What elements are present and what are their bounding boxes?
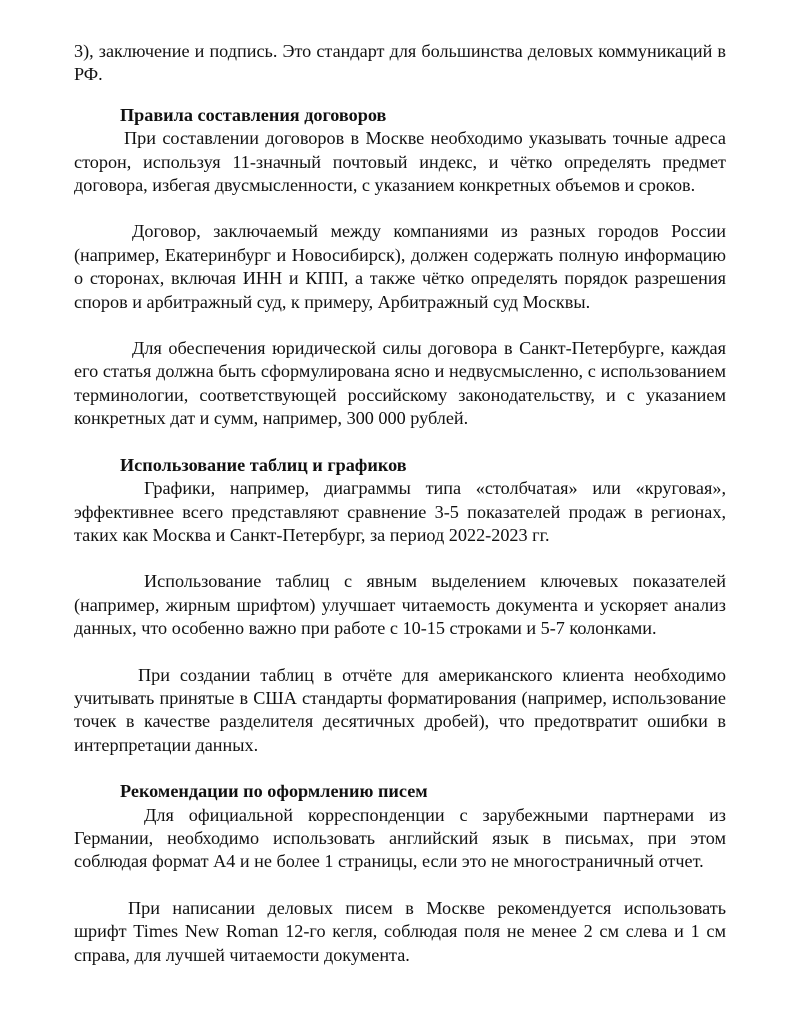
paragraph-tables-highlight: Использование таблиц с явным выделением ключевых показателей (например, жирным шрифтом) улучшает читаемость документа и ускоряет анализ данных, что особенно важно при работе с 10-15 строками и 5-7 колонками. xyxy=(74,571,726,639)
paragraph-contract-cities: Договор, заключаемый между компаниями из разных городов России (например, Екатеринбург и Новосибирск), должен содержать полную информацию о сторонах, включая ИНН и КПП, а также чётко определять порядок разрешения споров и арбитражный суд, к примеру, Арбитражный суд Москвы. xyxy=(74,221,726,312)
paragraph-tables-us-client: При создании таблиц в отчёте для американского клиента необходимо учитывать принятые в США стандарты форматирования (например, использование точек в качестве разделителя десятичных дробей), что предотвратит ошибки в интерпретации данных. xyxy=(74,664,726,755)
heading-tables-charts: Использование таблиц и графиков xyxy=(120,454,407,475)
heading-contract-rules: Правила составления договоров xyxy=(120,104,387,125)
document-page xyxy=(74,40,726,967)
paragraph-contract-addresses: При составлении договоров в Москве необходимо указывать точные адреса сторон, используя 11-значный почтовый индекс, и чётко определять предмет договора, избегая двусмысленности, с указанием конкретных объемов и сроков. xyxy=(74,128,726,196)
paragraph-intro-end: 3), заключение и подпись. Это стандарт для большинства деловых коммуникаций в РФ. xyxy=(74,41,726,85)
paragraph-charts: Графики, например, диаграммы типа «столбчатая» или «круговая», эффективнее всего представляют сравнение 3-5 показателей продаж в регионах, таких как Москва и Санкт-Петербург, за период 2022-2023 гг. xyxy=(74,478,726,545)
paragraph-letters-moscow: При написании деловых писем в Москве рекомендуется использовать шрифт Times New Roman 12-го кегля, соблюдая поля не менее 2 см слева и 1 см справа, для лучшей читаемости документа. xyxy=(74,897,726,965)
paragraph-letters-germany: Для официальной корреспонденции с зарубежными партнерами из Германии, необходимо использовать английский язык в письмах, при этом соблюдая формат А4 и не более 1 страницы, если это не многостраничный отчет. xyxy=(74,804,726,872)
paragraph-contract-legal-force: Для обеспечения юридической силы договора в Санкт-Петербурге, каждая его статья должна быть сформулирована ясно и недвусмысленно, с использованием терминологии, соответствующей российскому законодательству, и с указанием конкретных дат и сумм, например, 300 000 рублей. xyxy=(74,338,726,429)
heading-letters: Рекомендации по оформлению писем xyxy=(120,781,428,802)
